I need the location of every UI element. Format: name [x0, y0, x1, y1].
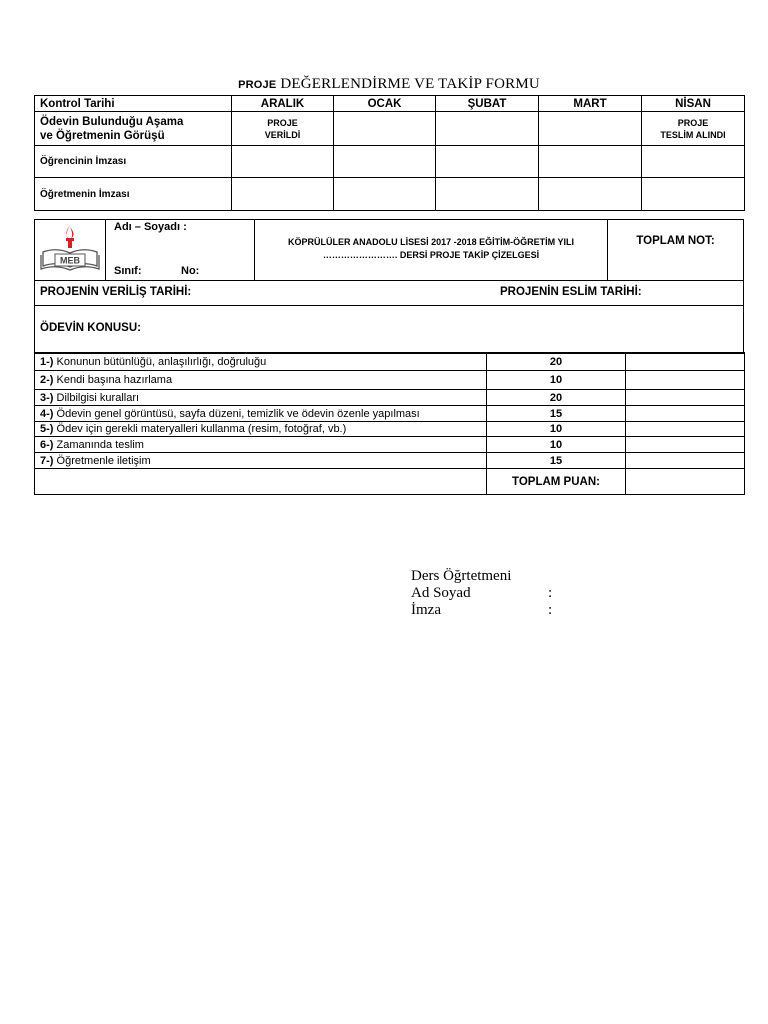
criterion-5-score[interactable] — [626, 422, 745, 437]
assignment-topic-row[interactable] — [35, 306, 743, 353]
criterion-2-score[interactable] — [626, 371, 745, 390]
name-surname-label: Adı – Soyadı : — [114, 221, 187, 233]
table-row — [35, 422, 745, 437]
info-top-row — [35, 220, 743, 281]
month-mart: MART — [539, 96, 642, 112]
student-info-block — [34, 219, 744, 354]
month-aralik: ARALIK — [232, 96, 334, 112]
meb-logo-text: MEB — [60, 255, 80, 266]
teacher-sign-label: İmza — [411, 602, 441, 618]
table-row — [35, 390, 745, 406]
stage-last-line2: TESLİM ALINDI — [660, 129, 726, 140]
stage-last-line1: PROJE — [677, 117, 709, 128]
criterion-3-points: 20 — [487, 390, 626, 406]
criterion-2-points: 10 — [487, 371, 626, 390]
form-title — [34, 76, 744, 93]
class-label: Sınıf: — [114, 265, 142, 277]
total-points-row — [35, 469, 745, 495]
student-sign-nisan[interactable] — [642, 146, 745, 178]
table-row — [35, 453, 745, 469]
total-note-label: TOPLAM NOT: — [636, 235, 715, 247]
form-title-prefix: PROJE — [238, 79, 277, 91]
criterion-1-score[interactable] — [626, 353, 745, 371]
teacher-sign-nisan[interactable] — [642, 178, 745, 211]
meb-logo — [35, 220, 106, 280]
teacher-signature-label: Öğretmenin İmzası — [35, 178, 232, 211]
teacher-name-row — [411, 585, 553, 602]
criterion-4-score[interactable] — [626, 406, 745, 422]
teacher-title: Ders Öğrtetmeni — [411, 568, 512, 584]
stage-cell-nisan[interactable] — [642, 112, 745, 146]
teacher-sign-mart[interactable] — [539, 178, 642, 211]
teacher-sign-aralik[interactable] — [232, 178, 334, 211]
table-row — [35, 437, 745, 453]
stage-row — [35, 112, 745, 146]
total-points-blank — [35, 469, 487, 495]
meb-logo-icon — [35, 220, 105, 280]
teacher-sign-subat[interactable] — [436, 178, 539, 211]
stage-cell-aralik[interactable] — [232, 112, 334, 146]
criteria-table — [34, 352, 745, 495]
teacher-sign-row — [411, 602, 553, 619]
control-tracking-table — [34, 95, 745, 211]
school-title-cell — [255, 220, 608, 280]
criterion-3-score[interactable] — [626, 390, 745, 406]
month-nisan: NİSAN — [642, 96, 745, 112]
student-signature-label: Öğrencinin İmzası — [35, 146, 232, 178]
total-points-score[interactable] — [626, 469, 745, 495]
month-subat: ŞUBAT — [436, 96, 539, 112]
criterion-1: 1-) Konunun bütünlüğü, anlaşılırlığı, doğruluğu — [35, 353, 487, 371]
teacher-sign-colon: : — [548, 602, 553, 618]
criterion-4: 4-) Ödevin genel görüntüsü, sayfa düzeni, temizlik ve ödevin özenle yapılması — [35, 406, 487, 422]
teacher-signature-row — [35, 178, 745, 211]
total-points-label: TOPLAM PUAN: — [487, 469, 626, 495]
criterion-7: 7-) Öğretmenle iletişim — [35, 453, 487, 469]
stage-first-line1: PROJE — [267, 117, 298, 128]
teacher-signature-block — [411, 568, 553, 619]
stage-label-line2: ve Öğretmenin Görüşü — [40, 129, 165, 142]
stage-label-line1: Ödevin Bulunduğu Aşama — [40, 115, 184, 128]
stage-first-line2: VERİLDİ — [264, 129, 301, 140]
topic-label: ÖDEVİN KONUSU: — [40, 322, 141, 334]
control-date-label: Kontrol Tarihi — [35, 96, 232, 112]
criterion-6-points: 10 — [487, 437, 626, 453]
tracking-header-row — [35, 96, 745, 112]
stage-cell-mart[interactable] — [539, 112, 642, 146]
criterion-7-score[interactable] — [626, 453, 745, 469]
project-dates-row — [35, 281, 743, 306]
criterion-6-score[interactable] — [626, 437, 745, 453]
teacher-name-colon: : — [548, 585, 553, 601]
criterion-3: 3-) Dilbilgisi kuralları — [35, 390, 487, 406]
student-sign-subat[interactable] — [436, 146, 539, 178]
table-row — [35, 406, 745, 422]
criterion-6: 6-) Zamanında teslim — [35, 437, 487, 453]
total-note-cell[interactable] — [608, 220, 743, 280]
teacher-name-label: Ad Soyad — [411, 585, 471, 601]
criterion-2: 2-) Kendi başına hazırlama — [35, 371, 487, 390]
criterion-5-points: 10 — [487, 422, 626, 437]
teacher-sign-ocak[interactable] — [334, 178, 436, 211]
student-sign-ocak[interactable] — [334, 146, 436, 178]
table-row — [35, 371, 745, 390]
student-sign-mart[interactable] — [539, 146, 642, 178]
school-line1: KÖPRÜLÜLER ANADOLU LİSESİ 2017 -2018 EĞİTİM-ÖĞRETİM YILI — [287, 237, 575, 247]
student-signature-row — [35, 146, 745, 178]
student-sign-aralik[interactable] — [232, 146, 334, 178]
month-ocak: OCAK — [334, 96, 436, 112]
stage-cell-subat[interactable] — [436, 112, 539, 146]
given-date-label: PROJENİN VERİLİŞ TARİHİ: — [40, 286, 192, 298]
stage-label — [35, 112, 232, 146]
criterion-5: 5-) Ödev için gerekli materyalleri kullanma (resim, fotoğraf, vb.) — [35, 422, 487, 437]
number-label: No: — [181, 265, 200, 277]
delivery-date-label: PROJENİN ESLİM TARİHİ: — [500, 286, 642, 298]
criterion-1-points: 20 — [487, 353, 626, 371]
table-row — [35, 353, 745, 371]
stage-cell-ocak[interactable] — [334, 112, 436, 146]
criterion-7-points: 15 — [487, 453, 626, 469]
student-name-cell[interactable] — [106, 220, 255, 280]
school-line2: ……………………. DERSİ PROJE TAKİP ÇİZELGESİ — [322, 250, 540, 260]
form-title-main: DEĞERLENDİRME VE TAKİP FORMU — [280, 76, 540, 92]
criterion-4-points: 15 — [487, 406, 626, 422]
